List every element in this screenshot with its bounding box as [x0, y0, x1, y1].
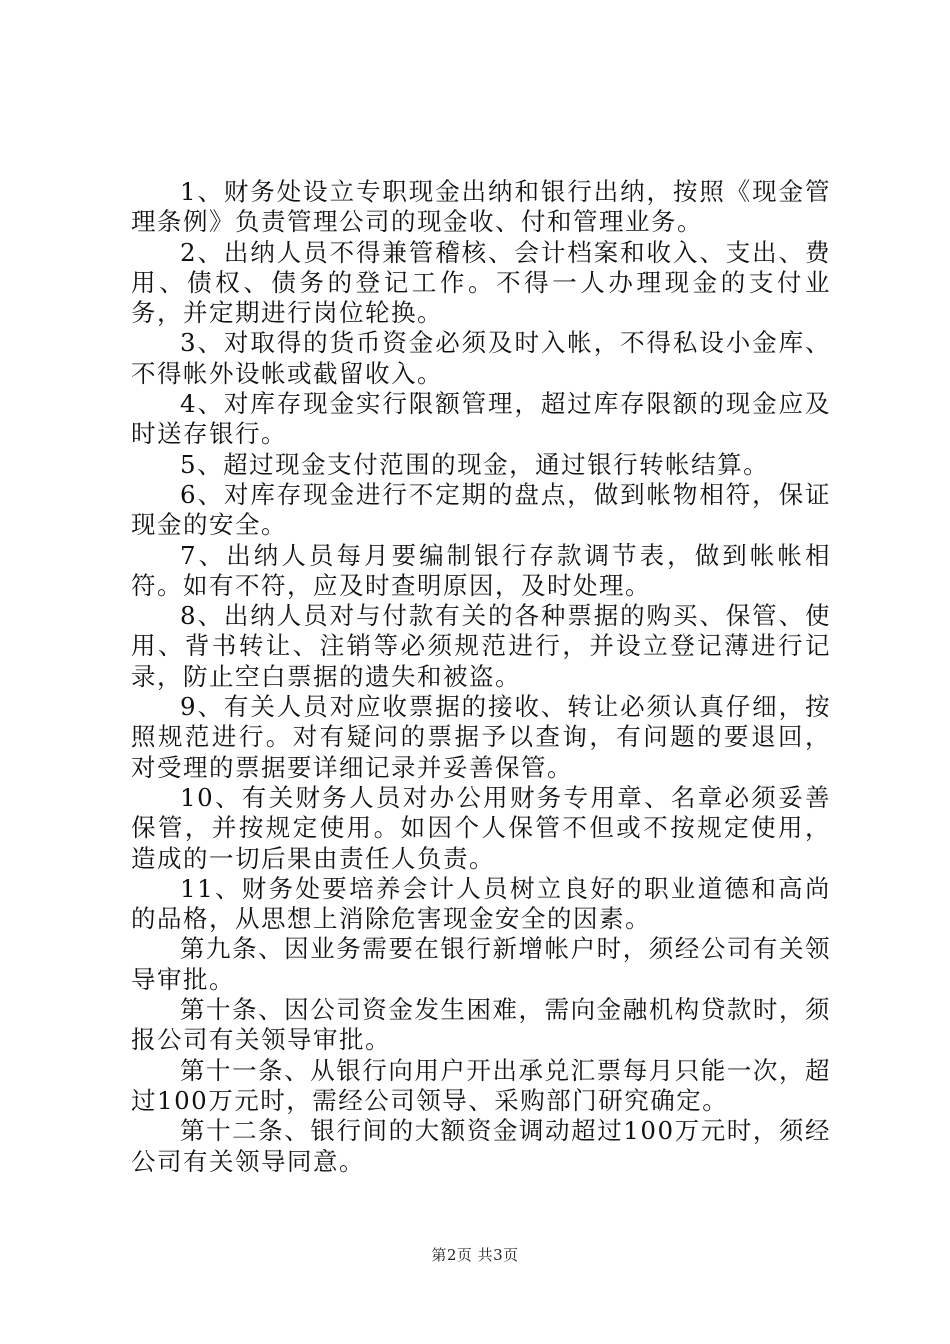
article-12: 第十二条、银行间的大额资金调动超过100万元时，须经公司有关领导同意。	[131, 1116, 831, 1176]
paragraph-5: 5、超过现金支付范围的现金，通过银行转帐结算。	[180, 449, 770, 479]
paragraph-10: 10、有关财务人员对办公用财务专用章、名章必须妥善保管，并按规定使用。如因个人保管不但或不按规定使用，造成的一切后果由责任人负责。	[131, 782, 831, 873]
page-footer	[0, 1244, 950, 1265]
paragraph-2: 2、出纳人员不得兼管稽核、会计档案和收入、支出、费用、债权、债务的登记工作。不得一人办理现金的支付业务，并定期进行岗位轮换。	[131, 237, 831, 328]
paragraph-7: 7、出纳人员每月要编制银行存款调节表，做到帐帐相符。如有不符，应及时查明原因，及时处理。	[131, 540, 831, 600]
paragraph-1: 1、财务处设立专职现金出纳和银行出纳，按照《现金管理条例》负责管理公司的现金收、付和管理业务。	[131, 177, 831, 237]
article-11: 第十一条、从银行向用户开出承兑汇票每月只能一次，超过100万元时，需经公司领导、采购部门研究确定。	[131, 1055, 831, 1115]
paragraph-4: 4、对库存现金实行限额管理，超过库存限额的现金应及时送存银行。	[131, 389, 831, 449]
paragraph-9: 9、有关人员对应收票据的接收、转让必须认真仔细，按照规范进行。对有疑问的票据予以查询，有问题的要退回，对受理的票据要详细记录并妥善保管。	[131, 692, 831, 782]
page-number-label: 第2页 共3页	[431, 1246, 519, 1264]
article-9: 第九条、因业务需要在银行新增帐户时，须经公司有关领导审批。	[131, 934, 831, 994]
document-body	[131, 177, 831, 1177]
paragraph-3: 3、对取得的货币资金必须及时入帐，不得私设小金库、不得帐外设帐或截留收入。	[131, 328, 831, 388]
article-10: 第十条、因公司资金发生困难，需向金融机构贷款时，须报公司有关领导审批。	[131, 995, 831, 1055]
paragraph-11: 11、财务处要培养会计人员树立良好的职业道德和高尚的品格，从思想上消除危害现金安全的因素。	[131, 873, 831, 934]
paragraph-6: 6、对库存现金进行不定期的盘点，做到帐物相符，保证现金的安全。	[131, 479, 831, 540]
paragraph-8: 8、出纳人员对与付款有关的各种票据的购买、保管、使用、背书转让、注销等必须规范进行，并设立登记薄进行记录，防止空白票据的遗失和被盗。	[131, 601, 831, 691]
